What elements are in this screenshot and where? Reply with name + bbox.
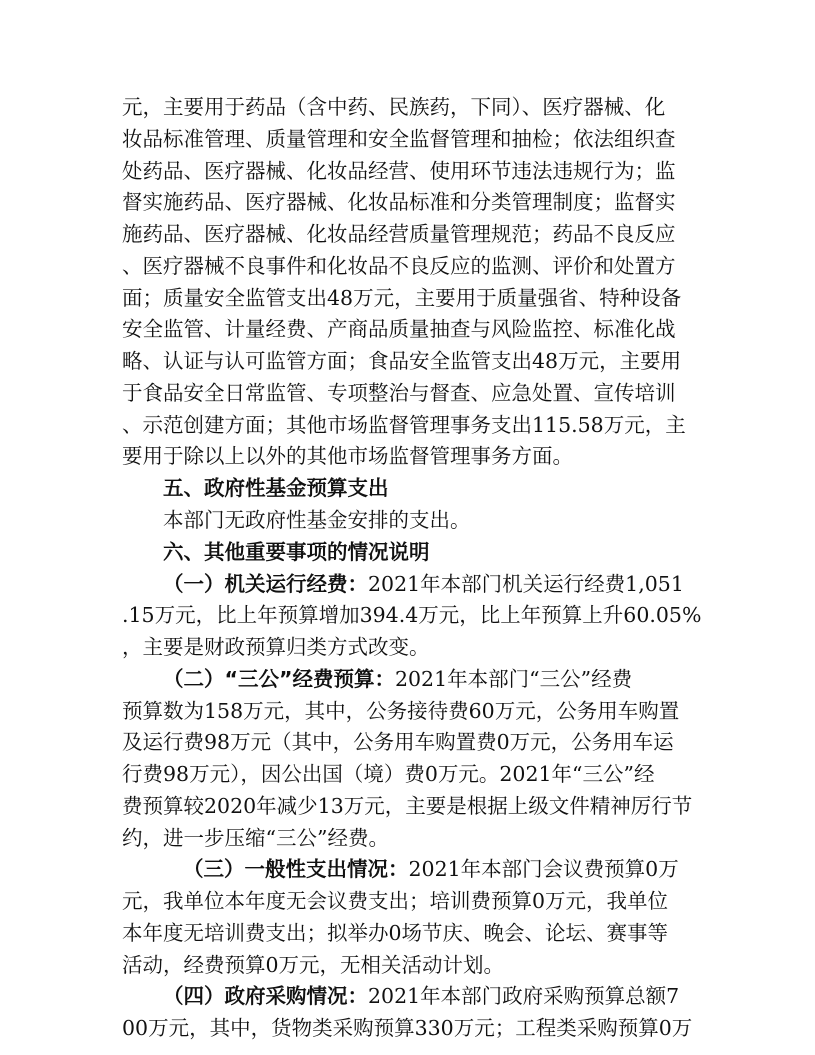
text-line: 行费98万元），因公出国（境）费0万元。2021年“三公”经 — [122, 762, 655, 787]
text-line: 面；质量安全监管支出48万元，主要用于质量强省、特种设备 — [122, 285, 682, 310]
text-line: 、医疗器械不良事件和化妆品不良反应的监测、评价和处置方 — [122, 253, 676, 278]
section-heading-other-matters: 六、其他重要事项的情况说明 — [163, 539, 430, 564]
text-line: 要用于除以上以外的其他市场监督管理事务方面。 — [122, 444, 573, 469]
text-line: 约，进一步压缩“三公”经费。 — [122, 825, 389, 850]
text-line: .15万元，比上年预算增加394.4万元，比上年预算上升60.05% — [122, 603, 702, 628]
text-line: 妆品标准管理、质量管理和安全监督管理和抽检；依法组织查 — [122, 126, 676, 151]
text-line: 预算数为158万元，其中，公务接待费60万元，公务用车购置 — [122, 698, 680, 723]
text-line: 本年度无培训费支出；拟举办0场节庆、晚会、论坛、赛事等 — [122, 920, 669, 945]
text-line: 元，主要用于药品（含中药、民族药，下同）、医疗器械、化 — [122, 95, 666, 119]
text-line: 及运行费98万元（其中，公务用车购置费0万元，公务用车运 — [122, 730, 674, 755]
text-line: 略、认证与认可监管方面；食品安全监管支出48万元，主要用 — [122, 349, 682, 374]
text-line: 、示范创建方面；其他市场监督管理事务支出115.58万元，主 — [122, 412, 686, 437]
text-line: 督实施药品、医疗器械、化妆品标准和分类管理制度；监督实 — [122, 190, 676, 215]
subsection-title: （四）政府采购情况： — [163, 984, 368, 1009]
text-line: 费预算较2020年减少13万元，主要是根据上级文件精神厉行节 — [122, 793, 693, 818]
subsection-title: （一）机关运行经费： — [163, 571, 368, 596]
subsection-title: （三）一般性支出情况： — [183, 857, 409, 882]
text-line: 00万元，其中，货物类采购预算330万元；工程类采购预算0万 — [122, 1016, 693, 1041]
paragraph-fund-budget: 本部门无政府性基金安排的支出。 — [163, 507, 471, 532]
text-line: 施药品、医疗器械、化妆品经营质量管理规范；药品不良反应 — [122, 222, 676, 247]
text-line: 活动，经费预算0万元，无相关活动计划。 — [122, 952, 505, 977]
text-line: （二）“三公”经费预算：2021年本部门“三公”经费 — [163, 666, 633, 691]
text-line: 处药品、医疗器械、化妆品经营、使用环节违法违规行为；监 — [122, 158, 676, 183]
text-line: （四）政府采购情况：2021年本部门政府采购预算总额7 — [163, 984, 680, 1009]
text-line: （一）机关运行经费：2021年本部门机关运行经费1,051 — [163, 571, 684, 596]
section-heading-fund-budget: 五、政府性基金预算支出 — [163, 476, 389, 501]
text-line: 元，我单位本年度无会议费支出；培训费预算0万元，我单位 — [122, 889, 669, 914]
text-line: 安全监管、计量经费、产商品质量抽查与风险监控、标准化战 — [122, 317, 676, 342]
text-line: （三）一般性支出情况：2021年本部门会议费预算0万 — [183, 857, 679, 882]
text-line: ，主要是财政预算归类方式改变。 — [122, 635, 430, 660]
subsection-title: （二）“三公”经费预算： — [163, 666, 395, 691]
text-line: 于食品安全日常监管、专项整治与督查、应急处置、宣传培训 — [122, 380, 676, 405]
